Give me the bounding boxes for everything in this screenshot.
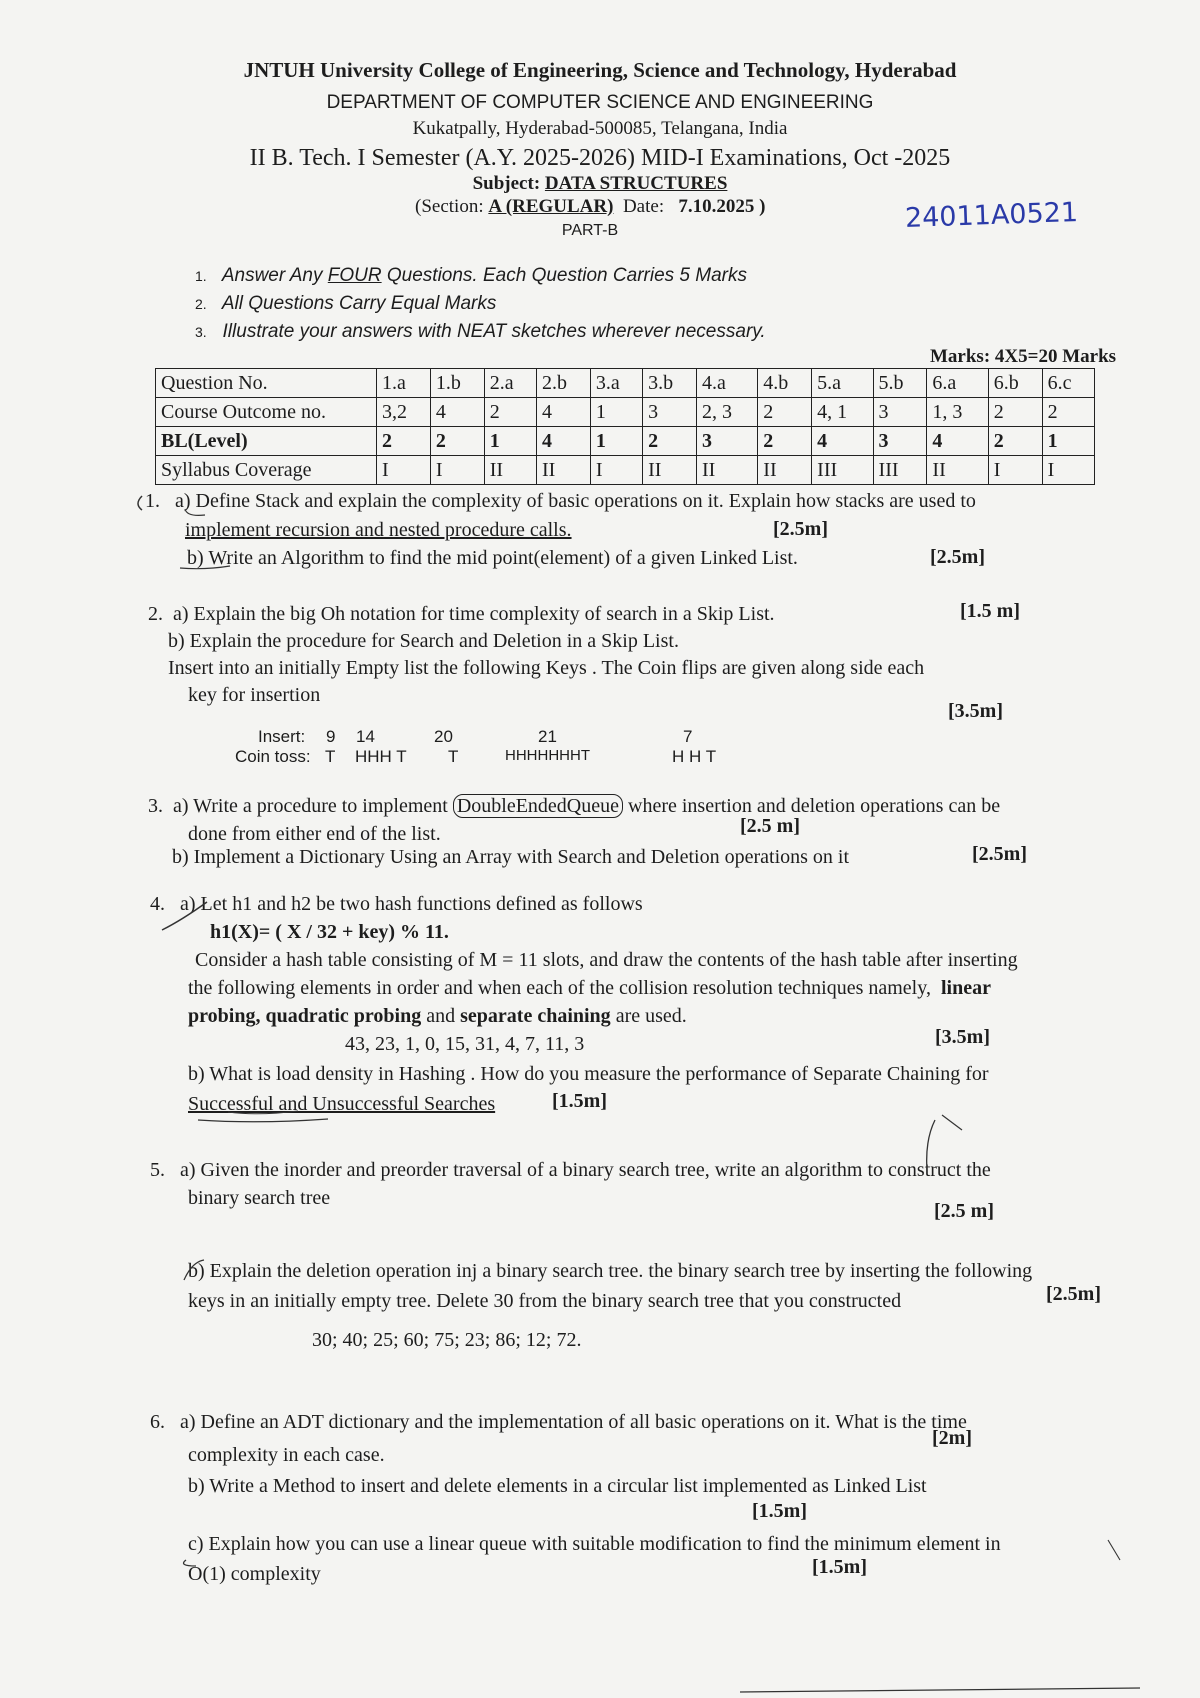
table-cell: 4	[536, 427, 590, 456]
table-cell: I	[590, 456, 642, 485]
date-label: Date:	[622, 196, 665, 217]
q1a-marks: [2.5m]	[773, 518, 828, 540]
question-5b: b) Explain the deletion operation inj a binary search tree. the binary search tree by inserting the following	[188, 1260, 1033, 1282]
section-value: A (REGULAR)	[488, 196, 614, 217]
question-4a-line2: Consider a hash table consisting of M = 11 slots, and draw the contents of the hash table after inserting	[195, 949, 1018, 971]
table-cell: 1	[590, 398, 642, 427]
question-4a-line4: probing, quadratic probing and separate chaining are used.	[188, 1005, 687, 1027]
instruction-item: 1. Answer Any FOUR Questions. Each Question Carries 5 Marks	[195, 265, 747, 286]
q6b-marks: [1.5m]	[752, 1500, 807, 1522]
key-value: 9	[326, 727, 336, 746]
question-2a: 2. a) Explain the big Oh notation for time complexity of search in a Skip List.	[148, 603, 775, 625]
table-cell: II	[696, 456, 757, 485]
question-3a: 3. a) Write a procedure to implement DoubleEndedQueue where insertion and deletion operations can be	[148, 795, 1001, 817]
table-cell: 4	[536, 398, 590, 427]
department-name: DEPARTMENT OF COMPUTER SCIENCE AND ENGINEERING	[326, 92, 874, 113]
table-cell: II	[927, 456, 988, 485]
table-cell: 1.a	[377, 369, 431, 398]
question-3b: b) Implement a Dictionary Using an Array with Search and Deletion operations on it	[172, 846, 850, 868]
table-cell: 3	[873, 398, 927, 427]
marks-summary: Marks: 4X5=20 Marks	[930, 346, 1117, 367]
university-name: JNTUH University College of Engineering, Science and Technology, Hyderabad	[243, 58, 957, 82]
toss-value: HHHHHHHT	[505, 747, 590, 764]
table-cell: 4.b	[758, 369, 812, 398]
table-cell: 3	[643, 398, 697, 427]
bst-keys: 30; 40; 25; 60; 75; 23; 86; 12; 72.	[312, 1329, 582, 1351]
table-cell: I	[377, 456, 431, 485]
question-6b: b) Write a Method to insert and delete elements in a circular list implemented as Linked List	[188, 1475, 927, 1497]
question-4b-line2: Successful and Unsuccessful Searches	[188, 1093, 496, 1115]
question-1b: b) Write an Algorithm to find the mid point(element) of a given Linked List.	[187, 547, 798, 569]
table-cell: I	[430, 456, 484, 485]
key-value: 7	[683, 727, 693, 746]
table-cell: II	[643, 456, 697, 485]
subject-label: Subject:	[472, 173, 541, 194]
table-cell: 2	[988, 427, 1042, 456]
table-cell: 6.b	[988, 369, 1042, 398]
table-cell: 6.c	[1042, 369, 1094, 398]
toss-value: HHH T	[355, 747, 407, 766]
section-prefix: (Section:	[415, 196, 484, 217]
insert-label: Insert:	[258, 727, 306, 746]
table-cell: 4, 1	[812, 398, 873, 427]
table-cell: II	[536, 456, 590, 485]
hash-formula: h1(X)= ( X / 32 + key) % 11.	[210, 921, 449, 943]
table-cell: 5.b	[873, 369, 927, 398]
q3b-marks: [2.5m]	[972, 843, 1027, 865]
table-cell: 3,2	[377, 398, 431, 427]
table-cell: 4	[812, 427, 873, 456]
question-6c: c) Explain how you can use a linear queue with suitable modification to find the minimum element in	[188, 1533, 1001, 1555]
table-cell: I	[1042, 456, 1094, 485]
instruction-item: 2. All Questions Carry Equal Marks	[195, 293, 497, 314]
table-cell: 1	[1042, 427, 1094, 456]
toss-value: T	[448, 747, 459, 766]
date-value: 7.10.2025 )	[678, 196, 766, 217]
toss-value: H H T	[672, 747, 717, 766]
subject-name: DATA STRUCTURES	[544, 173, 728, 194]
table-row-header: Syllabus Coverage	[156, 456, 377, 485]
question-2b-line2: Insert into an initially Empty list the following Keys . The Coin flips are given along side each	[168, 657, 925, 679]
table-cell: III	[812, 456, 873, 485]
table-cell: 4	[430, 398, 484, 427]
q2a-marks: [1.5 m]	[960, 600, 1020, 622]
question-1a: 1. a) Define Stack and explain the complexity of basic operations on it. Explain how stacks are used to	[145, 490, 976, 512]
table-cell: 3.a	[590, 369, 642, 398]
table-cell: 1	[590, 427, 642, 456]
table-cell: 2	[430, 427, 484, 456]
table-cell: 2, 3	[696, 398, 757, 427]
q5a-marks: [2.5 m]	[934, 1200, 994, 1222]
instruction-item: 3. Illustrate your answers with NEAT sketches wherever necessary.	[195, 321, 766, 342]
table-cell: 4.a	[696, 369, 757, 398]
table-cell: I	[988, 456, 1042, 485]
key-value: 14	[356, 727, 375, 746]
table-cell: 3.b	[643, 369, 697, 398]
hash-elements: 43, 23, 1, 0, 15, 31, 4, 7, 11, 3	[345, 1033, 585, 1055]
table-cell: 2	[988, 398, 1042, 427]
question-4a-line3: the following elements in order and when each of the collision resolution techniques namely, linear	[188, 977, 991, 999]
q6c-marks: [1.5m]	[812, 1556, 867, 1578]
question-1a-line2: implement recursion and nested procedure calls.	[185, 519, 572, 541]
question-2b-line3: key for insertion	[188, 684, 321, 706]
table-row-header: Course Outcome no.	[156, 398, 377, 427]
q4a-marks: [3.5m]	[935, 1026, 990, 1048]
table-cell: 1, 3	[927, 398, 988, 427]
exam-title: II B. Tech. I Semester (A.Y. 2025-2026) MID-I Examinations, Oct -2025	[249, 145, 951, 171]
q4b-marks: [1.5m]	[552, 1090, 607, 1112]
table-cell: 2	[1042, 398, 1094, 427]
question-5a-line2: binary search tree	[188, 1187, 331, 1209]
table-cell: II	[484, 456, 536, 485]
table-cell: 2	[484, 398, 536, 427]
question-6c-line2: O(1) complexity	[188, 1563, 321, 1585]
table-row-header: Question No.	[156, 369, 377, 398]
q2b-marks: [3.5m]	[948, 700, 1003, 722]
table-cell: 2.a	[484, 369, 536, 398]
key-value: 21	[538, 727, 557, 746]
question-4b: b) What is load density in Hashing . How do you measure the performance of Separate Chaining for	[188, 1063, 989, 1085]
question-6a-line2: complexity in each case.	[188, 1444, 385, 1466]
handwritten-roll-number: 24011A0521	[904, 196, 1079, 235]
question-3a-line2: done from either end of the list.	[188, 823, 441, 845]
table-cell: 5.a	[812, 369, 873, 398]
q5b-marks: [2.5m]	[1046, 1283, 1101, 1305]
coin-toss-label: Coin toss:	[235, 747, 311, 766]
table-cell: 6.a	[927, 369, 988, 398]
key-value: 20	[434, 727, 453, 746]
q6a-marks: [2m]	[932, 1427, 972, 1449]
q3a-marks: [2.5 m]	[740, 815, 800, 837]
table-cell: 3	[696, 427, 757, 456]
question-5b-line2: keys in an initially empty tree. Delete 30 from the binary search tree that you constructed	[188, 1290, 902, 1312]
address: Kukatpally, Hyderabad-500085, Telangana, India	[412, 118, 788, 139]
double-ended-queue-term: DoubleEndedQueue	[453, 794, 623, 818]
question-4a: 4. a) Let h1 and h2 be two hash functions defined as follows	[150, 893, 643, 915]
table-cell: 1.b	[430, 369, 484, 398]
table-cell: II	[758, 456, 812, 485]
question-number: 1.	[145, 490, 160, 512]
toss-value: T	[325, 747, 336, 766]
table-cell: 4	[927, 427, 988, 456]
table-cell: 2	[758, 427, 812, 456]
part-label: PART-B	[561, 222, 619, 239]
table-cell: 3	[873, 427, 927, 456]
table-row-header: BL(Level)	[156, 427, 377, 456]
question-2b: b) Explain the procedure for Search and Deletion in a Skip List.	[168, 630, 679, 652]
table-cell: 2	[377, 427, 431, 456]
q1b-marks: [2.5m]	[930, 546, 985, 568]
table-cell: 2.b	[536, 369, 590, 398]
table-cell: 1	[484, 427, 536, 456]
table-cell: 2	[758, 398, 812, 427]
table-cell: III	[873, 456, 927, 485]
question-5a: 5. a) Given the inorder and preorder traversal of a binary search tree, write an algorithm to construct the	[150, 1159, 991, 1181]
question-6a: 6. a) Define an ADT dictionary and the implementation of all basic operations on it. What is the time	[150, 1411, 967, 1433]
table-cell: 2	[643, 427, 697, 456]
